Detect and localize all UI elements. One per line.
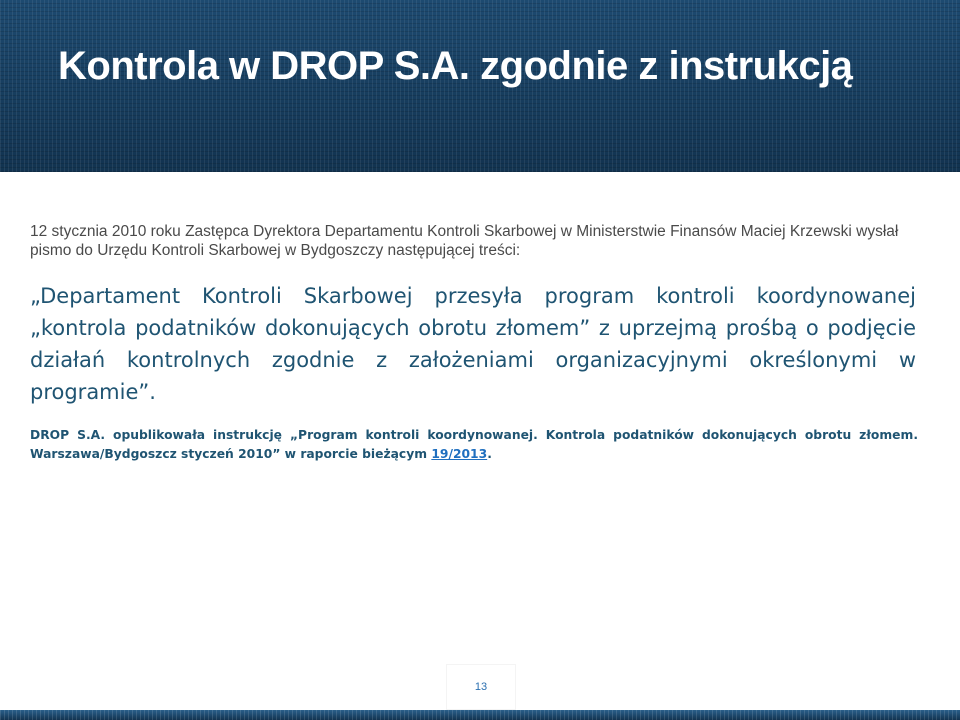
publication-note-end: . bbox=[487, 447, 492, 461]
footer-bar bbox=[0, 710, 960, 720]
quoted-letter: „Departament Kontroli Skarbowej przesyła program kontroli koordynowanej „kontrola podatników dokonujących obrotu złomem” z uprzejmą prośbą o podjęcie działań kontrolnych zgodnie z założeniami organizacyjnymi określonymi w programie”. bbox=[30, 284, 916, 404]
publication-note-text: DROP S.A. opublikowała instrukcję „Program kontroli koordynowanej. Kontrola podatników dokonujących obrotu złomem. Warszawa/Bydgoszcz styczeń 2010” w raporcie bieżącym bbox=[30, 428, 918, 461]
page-number bbox=[446, 664, 516, 710]
publication-note bbox=[30, 426, 918, 464]
page-number-text: 13 bbox=[474, 681, 488, 693]
title-banner bbox=[0, 0, 960, 172]
intro-paragraph: 12 stycznia 2010 roku Zastępca Dyrektora Departamentu Kontroli Skarbowej w Ministerstwie Finansów Maciej Krzewski wysłał pismo do Urzędu Kontroli Skarbowej w Bydgoszczy następującej treści: bbox=[30, 223, 899, 259]
report-link[interactable]: 19/2013 bbox=[431, 447, 488, 461]
slide-title: Kontrola w DROP S.A. zgodnie z instrukcją bbox=[58, 44, 853, 88]
